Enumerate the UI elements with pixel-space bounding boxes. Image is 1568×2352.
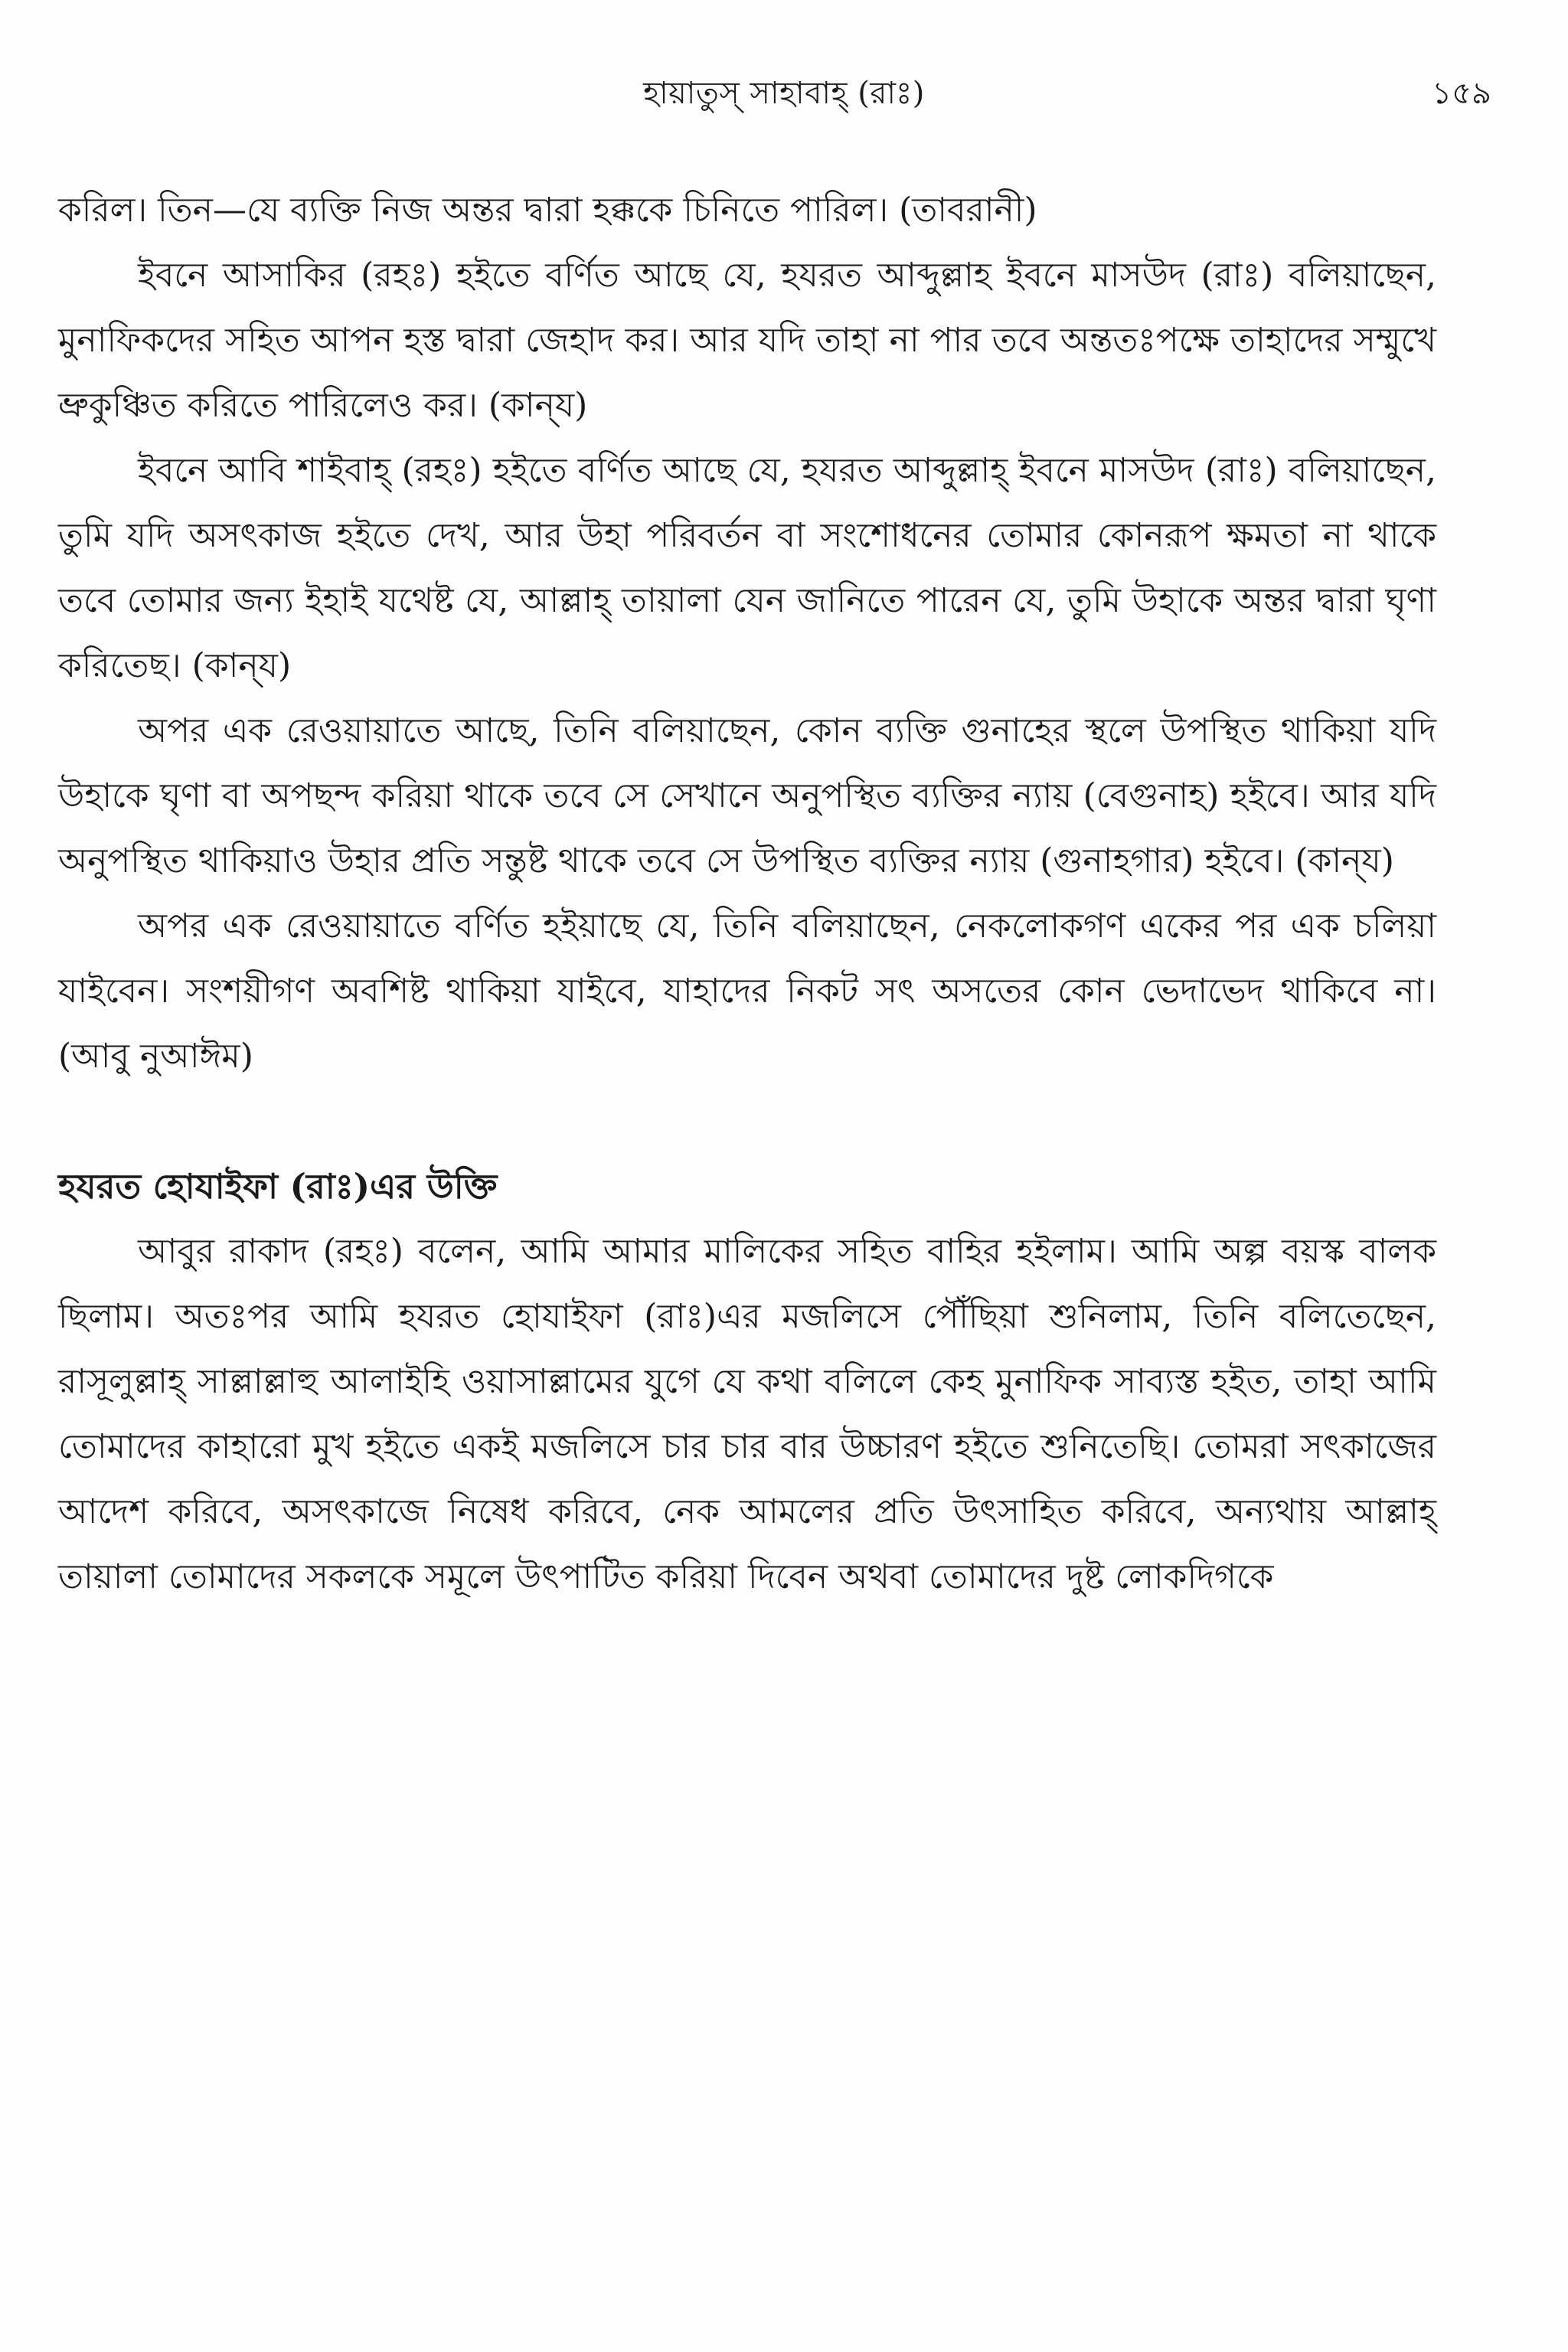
section-paragraph: আবুর রাকাদ (রহঃ) বলেন, আমি আমার মালিকের সহিত বাহির হইলাম। আমি অল্প বয়স্ক বালক ছিলাম। অতঃপর আমি হযরত হোযাইফা (রাঃ)এর মজলিসে পৌঁছিয়া শুনিলাম, তিনি বলিতেছেন, রাসূলুল্লাহ্ সাল্লাল্লাহু আলাইহি ওয়াসাল্লামের যুগে যে কথা বলিলে কেহ মুনাফিক সাব্যস্ত হইত, তাহা আমি তোমাদের কাহারো মুখ হইতে একই মজলিসে চার চার বার উচ্চারণ হইতে শুনিতেছি। তোমরা সৎকাজের আদেশ করিবে, অসৎকাজে নিষেধ করিবে, নেক আমলের প্রতি উৎসাহিত করিবে, অন্যথায় আল্লাহ্ তায়ালা তোমাদের সকলকে সমূলে উৎপাটিত করিয়া দিবেন অথবা তোমাদের দুষ্ট লোকদিগকে <box>58 1232 1436 1596</box>
section-heading: হযরত হোযাইফা (রাঃ)এর উক্তি <box>58 1166 498 1207</box>
paragraph: অপর এক রেওয়ায়াতে বর্ণিত হইয়াছে যে, তিনি বলিয়াছেন, নেকলোকগণ একের পর এক চলিয়া যাইবেন। সংশয়ীগণ অবশিষ্ট থাকিয়া যাইবে, যাহাদের নিকট সৎ অসতের কোন ভেদাভেদ থাকিবে না। (আবু নুআঈম) <box>58 906 1437 1076</box>
paragraph: অপর এক রেওয়ায়াতে আছে, তিনি বলিয়াছেন, কোন ব্যক্তি গুনাহের স্থলে উপস্থিত থাকিয়া যদি উহাকে ঘৃণা বা অপছন্দ করিয়া থাকে তবে সে সেখানে অনুপস্থিত ব্যক্তির ন্যায় (বেগুনাহ) হইবে। আর যদি অনুপস্থিত থাকিয়াও উহার প্রতি সন্তুষ্ট থাকে তবে সে উপস্থিত ব্যক্তির ন্যায় (গুনাহগার) হইবে। (কান্‌য) <box>58 711 1436 880</box>
page-number: ১৫৯ <box>1432 76 1491 111</box>
paragraph: ইবনে আসাকির (রহঃ) হইতে বর্ণিত আছে যে, হযরত আব্দুল্লাহ ইবনে মাসউদ (রাঃ) বলিয়াছেন, মুনাফিকদের সহিত আপন হস্ত দ্বারা জেহাদ কর। আর যদি তাহা না পার তবে অন্ততঃপক্ষে তাহাদের সম্মুখে ভ্রুকুঞ্চিত করিতে পারিলেও কর। (কান্‌য) <box>58 256 1436 425</box>
running-header-title: হায়াতুস্ সাহাবাহ্ (রাঃ) <box>643 76 925 111</box>
paragraph-continuation: করিল। তিন—যে ব্যক্তি নিজ অন্তর দ্বারা হক্ককে চিনিতে পারিল। (তাবরানী) <box>58 191 1037 230</box>
body-text <box>58 178 1436 1609</box>
paragraph: ইবনে আবি শাইবাহ্ (রহঃ) হইতে বর্ণিত আছে যে, হযরত আব্দুল্লাহ্ ইবনে মাসউদ (রাঃ) বলিয়াছেন, তুমি যদি অসৎকাজ হইতে দেখ, আর উহা পরিবর্তন বা সংশোধনের তোমার কোনরূপ ক্ষমতা না থাকে তবে তোমার জন্য ইহাই যথেষ্ট যে, আল্লাহ্ তায়ালা যেন জানিতে পারেন যে, তুমি উহাকে অন্তর দ্বারা ঘৃণা করিতেছ। (কান্‌য) <box>58 451 1436 685</box>
running-header <box>61 70 1507 116</box>
